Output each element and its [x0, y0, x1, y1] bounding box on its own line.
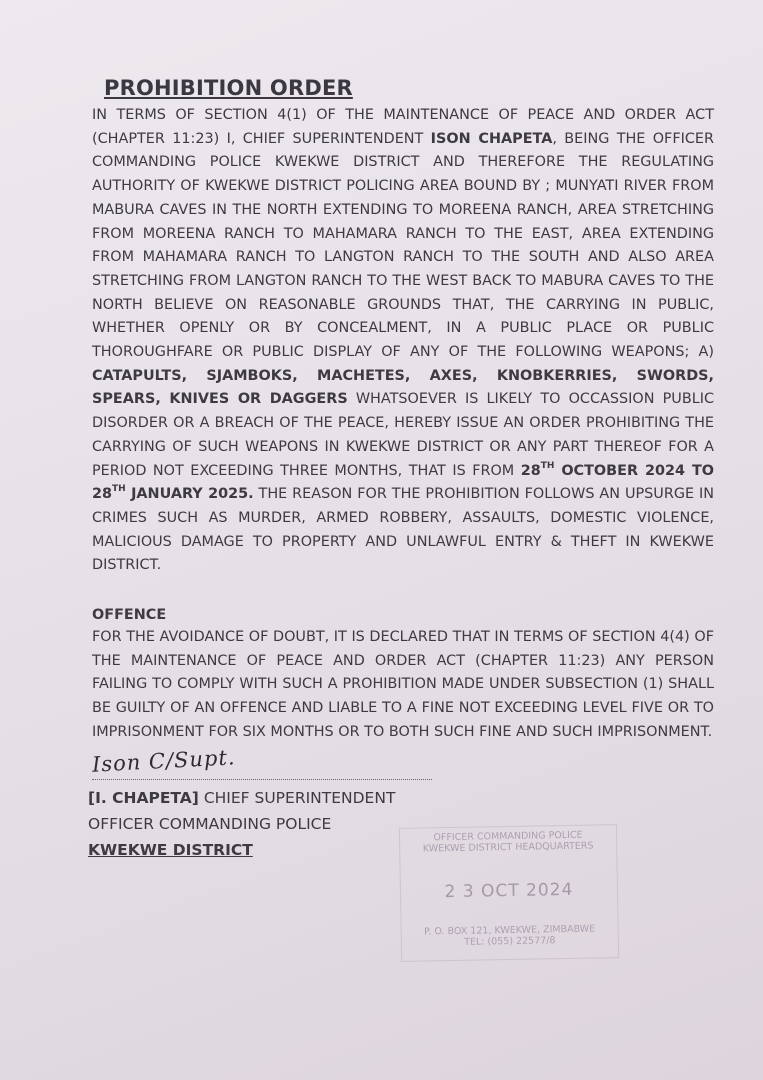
signatory-line-3: KWEKWE DISTRICT [88, 840, 253, 859]
signatory-line-1 [88, 785, 395, 811]
offence-paragraph: FOR THE AVOIDANCE OF DOUBT, IT IS DECLARED THAT IN TERMS OF SECTION 4(4) OF THE MAINTENANCE OF PEACE AND ORDER ACT (CHAPTER 11:23) ANY PERSON FAILING TO COMPLY WITH SUCH A PROHIBITION MADE UNDER SUBSECTION (1) SHALL BE GUILTY OF AN OFFENCE AND LIABLE TO A FINE NOT EXCEEDING LEVEL FIVE OR TO IMPRISONMENT FOR SIX MONTHS OR TO BOTH SUCH FINE AND SUCH IMPRISONMENT. [92, 629, 714, 740]
officer-name: ISON CHAPETA [430, 130, 553, 147]
document-content [88, 76, 715, 879]
weapons-list: CATAPULTS, SJAMBOKS, MACHETES, AXES, KNOBKERRIES, SWORDS, SPEARS, KNIVES OR DAGGERS [92, 367, 714, 408]
start-month: OCTOBER 2024 TO [554, 462, 714, 479]
document-title: PROHIBITION ORDER [104, 76, 353, 100]
offence-heading: OFFENCE [92, 607, 167, 624]
stamp-line-1: OFFICER COMMANDING POLICE [433, 829, 583, 844]
signature-line [92, 779, 432, 780]
handwritten-signature: Ison C/Supt. [91, 744, 237, 777]
stamp-line-4: P. O. BOX 121, KWEKWE, ZIMBABWE [424, 923, 596, 938]
end-day-suffix: TH [112, 484, 126, 495]
stamp-date: 2 3 OCT 2024 [444, 879, 574, 903]
order-paragraph [92, 104, 714, 578]
start-day: 28 [520, 462, 541, 479]
end-day: 28 [92, 486, 113, 503]
official-stamp [399, 824, 619, 962]
signatory-name: [I. CHAPETA] [88, 788, 199, 807]
order-text-reason: THE REASON FOR THE PROHIBITION FOLLOWS AN UPSURGE IN CRIMES SUCH AS MURDER, ARMED ROBBERY, ASSAULTS, DOMESTIC VIOLENCE, MALICIOUS DAMAGE TO PROPERTY AND UNLAWFUL ENTRY & THEFT IN KWEKWE DISTRICT. [92, 486, 715, 574]
start-day-suffix: TH [540, 460, 555, 471]
signatory-details [88, 785, 395, 863]
signatory-line-2: OFFICER COMMANDING POLICE [88, 814, 332, 833]
stamp-line-2: KWEKWE DISTRICT HEADQUARTERS [422, 840, 594, 855]
order-text-intro: IN TERMS OF SECTION 4(1) OF THE MAINTENANCE OF PEACE AND ORDER ACT (CHAPTER 11:23) I, CHIEF SUPERINTENDENT [92, 107, 714, 147]
order-text-area: , BEING THE OFFICER COMMANDING POLICE KWEKWE DISTRICT AND THEREFORE THE REGULATING AUTHORITY OF KWEKWE DISTRICT POLICING AREA BOUND BY ; MUNYATI RIVER FROM MABURA CAVES IN THE NORTH EXTENDING TO MOREENA RANCH, AREA STRETCHING FROM MOREENA RANCH TO MAHAMARA RANCH TO THE EAST, AREA EXTENDING FROM MAHAMARA RANCH TO LANGTON RANCH TO THE SOUTH AND ALSO AREA STRETCHING FROM LANGTON RANCH TO THE WEST BACK TO MABURA CAVES TO THE NORTH BELIEVE ON REASONABLE GROUNDS THAT, THE CARRYING IN PUBLIC, WHETHER OPENLY OR BY CONCEALMENT, IN A PUBLIC PLACE OR PUBLIC THOROUGHFARE OR PUBLIC DISPLAY OF ANY OF THE FOLLOWING WEAPONS; A) [92, 130, 714, 361]
end-month: JANUARY 2025. [125, 486, 254, 503]
order-text-prohibition: WHATSOEVER IS LIKELY TO OCCASSION PUBLIC DISORDER OR A BREACH OF THE PEACE, HEREBY ISSUE AN ORDER PROHIBITING THE CARRYING OF SUCH WEAPONS IN KWEKWE DISTRICT OR ANY PART THEREOF FOR A PERIOD NOT EXCEEDING THREE MONTHS, THAT IS FROM [92, 391, 715, 479]
signatory-rank: CHIEF SUPERINTENDENT [198, 788, 396, 807]
stamp-line-5: TEL: (055) 22577/8 [464, 935, 556, 948]
